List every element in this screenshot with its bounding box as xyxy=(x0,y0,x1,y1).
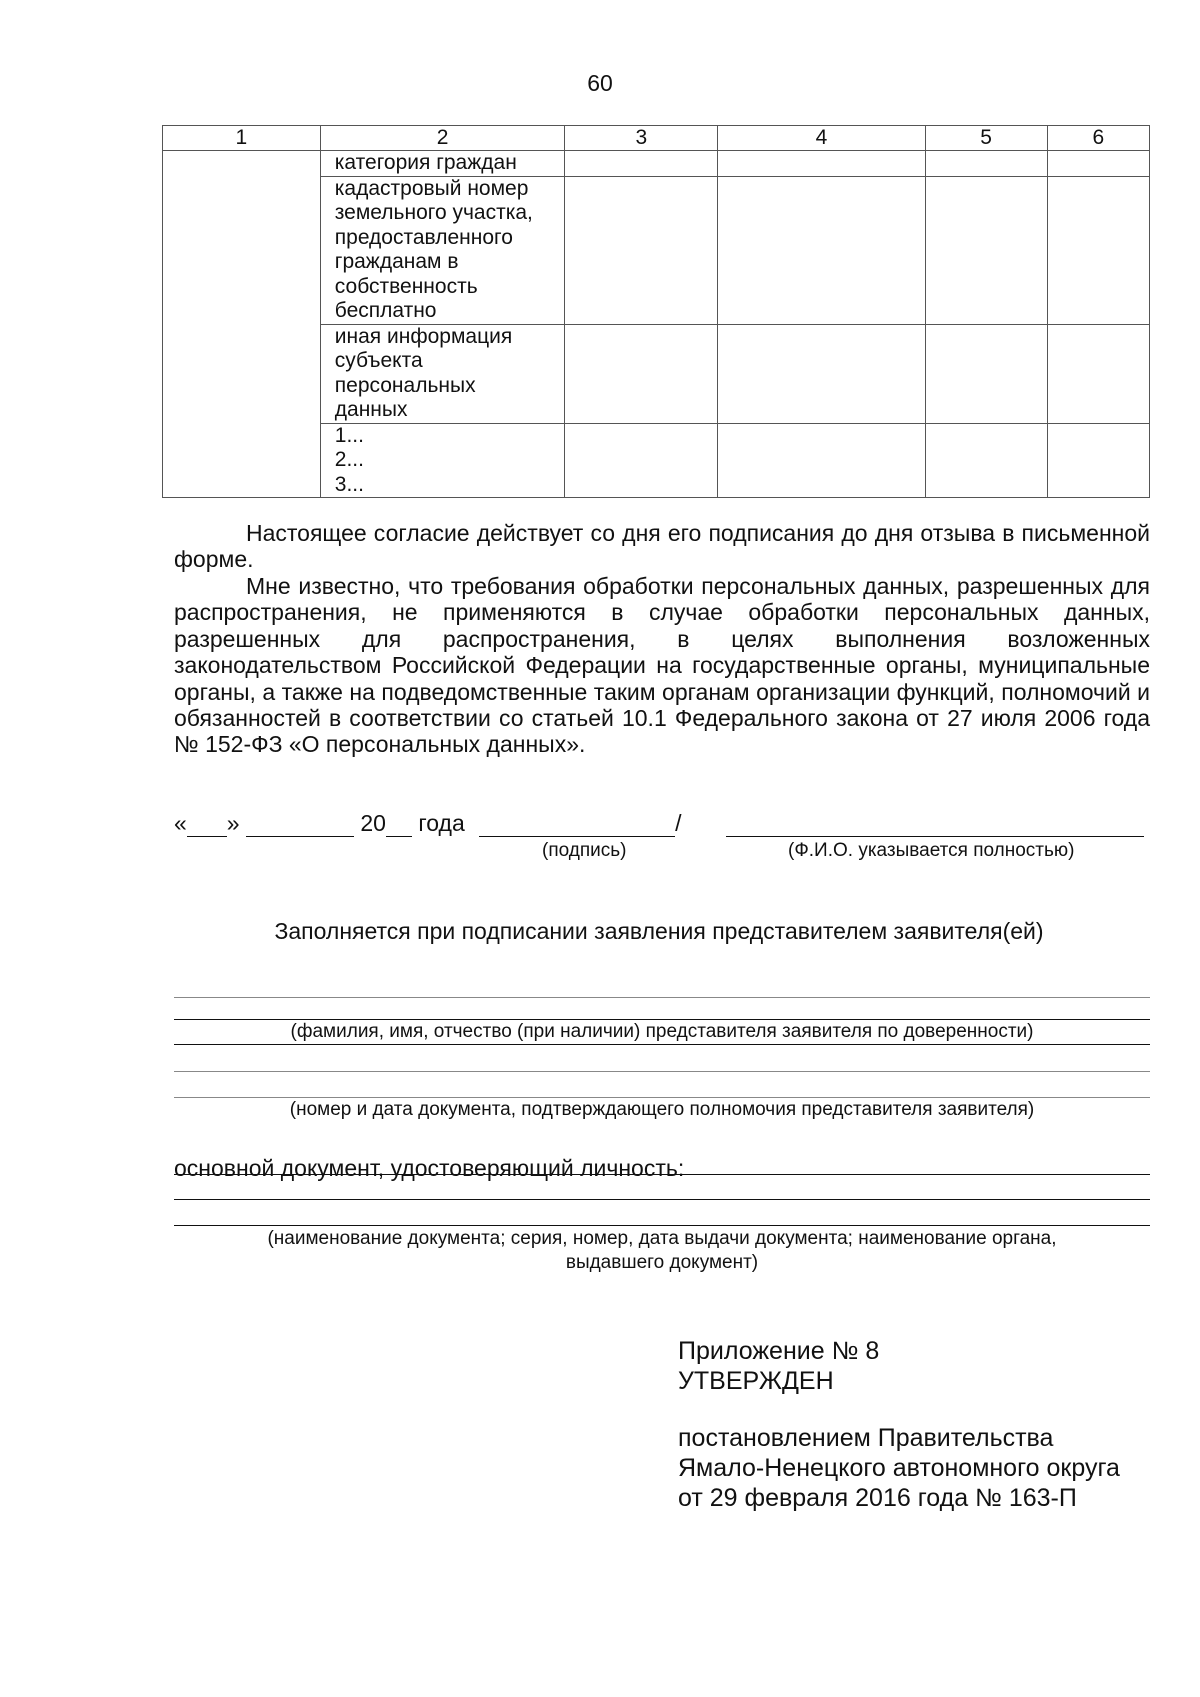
table-cell xyxy=(1047,176,1149,324)
header-cell: 3 xyxy=(565,126,718,151)
signature-slash: / xyxy=(675,810,682,836)
year-blank[interactable] xyxy=(386,810,412,837)
table-cell xyxy=(718,324,925,423)
year-suffix: года xyxy=(418,810,465,836)
identity-document-line[interactable] xyxy=(174,1225,1150,1226)
table-cell: иная информация субъекта персональных данных xyxy=(320,324,565,423)
header-cell: 1 xyxy=(163,126,321,151)
table-cell xyxy=(565,151,718,177)
table-cell: 1... 2... 3... xyxy=(320,423,565,498)
table-cell xyxy=(1047,423,1149,498)
header-cell: 6 xyxy=(1047,126,1149,151)
appendix-date: от 29 февраля 2016 года № 163-П xyxy=(678,1484,1077,1512)
identity-document-label: основной документ, удостоверяющий личность: xyxy=(174,1155,685,1181)
header-cell: 2 xyxy=(320,126,565,151)
page-number: 60 xyxy=(587,70,613,96)
representative-doc-caption: (номер и дата документа, подтверждающего полномочия представителя заявителя) xyxy=(289,1099,1035,1120)
header-cell: 4 xyxy=(718,126,925,151)
fio-blank[interactable] xyxy=(726,810,1144,837)
representative-name-line[interactable] xyxy=(174,997,1150,998)
consent-validity-paragraph: Настоящее согласие действует со дня его подписания до дня отзыва в письменной форме. xyxy=(174,520,1150,573)
table-cell xyxy=(1047,151,1149,177)
appendix-resolution: постановлением Правительства xyxy=(678,1424,1054,1452)
year-prefix: 20 xyxy=(360,810,386,836)
table-cell: категория граждан xyxy=(320,151,565,177)
fio-caption: (Ф.И.О. указывается полностью) xyxy=(788,840,1075,861)
table-row xyxy=(163,151,1150,177)
consent-exception-paragraph: Мне известно, что требования обработки персональных данных, разрешенных для распространения, не применяются в случае обработки персональных данных, разрешенных для распространения, в целях выполнения возложенных законодательством Российской Федерации на государственные органы, муниципальные органы, а также на подведомственные таким органам организации функций, полномочий и обязанностей в соответствии со статьей 10.1 Федерального закона от 27 июля 2006 года № 152-ФЗ «О персональных данных». xyxy=(174,573,1150,758)
table-cell xyxy=(925,324,1047,423)
table-cell xyxy=(565,176,718,324)
table-cell xyxy=(1047,324,1149,423)
representative-name-caption: (фамилия, имя, отчество (при наличии) представителя заявителя по доверенности) xyxy=(290,1021,1034,1042)
appendix-number: Приложение № 8 xyxy=(678,1337,880,1365)
month-blank[interactable] xyxy=(246,810,354,837)
identity-document-line[interactable] xyxy=(174,1174,1150,1175)
appendix-approved: УТВЕРЖДЕН xyxy=(678,1367,834,1395)
signature-caption: (подпись) xyxy=(542,840,627,861)
appendix-region: Ямало-Ненецкого автономного округа xyxy=(678,1454,1120,1482)
table-cell xyxy=(718,151,925,177)
consent-data-table xyxy=(162,125,1150,498)
identity-document-caption: (наименование документа; серия, номер, дата выдачи документа; наименование органа, выдавшего документ) xyxy=(267,1228,1057,1273)
table-cell xyxy=(163,151,321,498)
day-blank[interactable] xyxy=(187,810,227,837)
table-cell xyxy=(925,151,1047,177)
signature-row xyxy=(174,810,1144,837)
header-cell: 5 xyxy=(925,126,1047,151)
identity-document-line[interactable] xyxy=(174,1199,1150,1200)
date-quote-close: » xyxy=(226,810,240,836)
table-cell xyxy=(925,176,1047,324)
representative-heading: Заполняется при подписании заявления представителем заявителя(ей) xyxy=(274,918,1044,944)
signature-blank[interactable] xyxy=(479,810,675,837)
table-cell xyxy=(565,423,718,498)
table-cell xyxy=(718,423,925,498)
caption-underline xyxy=(174,1044,1150,1045)
table-cell xyxy=(925,423,1047,498)
table-cell xyxy=(718,176,925,324)
representative-doc-line[interactable] xyxy=(174,1071,1150,1072)
table-cell: кадастровый номер земельного участка, предоставленного гражданам в собственность бесплатно xyxy=(320,176,565,324)
table-cell xyxy=(565,324,718,423)
date-quote-open: « xyxy=(174,810,187,836)
table-header-row xyxy=(163,126,1150,151)
